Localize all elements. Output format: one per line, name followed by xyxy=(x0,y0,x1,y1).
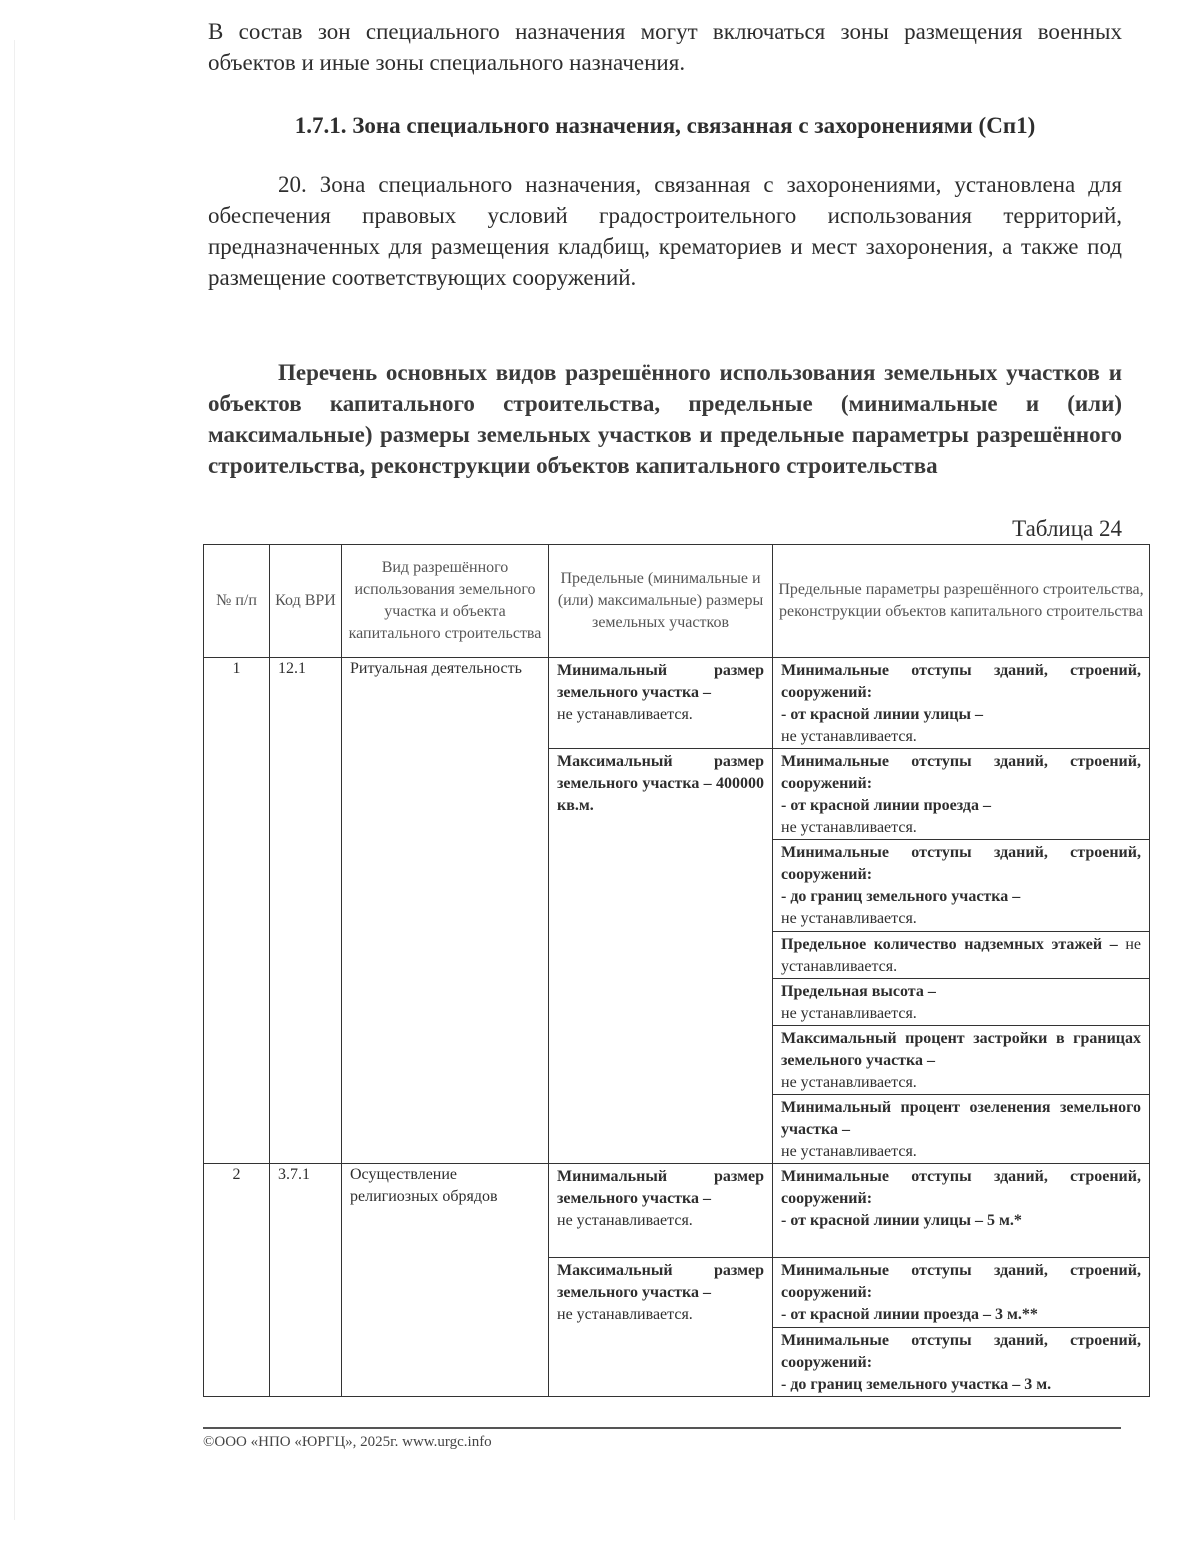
param-value: не устанавливается. xyxy=(781,936,1142,975)
param-cell xyxy=(773,1164,1150,1258)
size-min-value: не устанавливается. xyxy=(557,1212,693,1229)
param-cell xyxy=(773,1258,1150,1328)
regulations-table xyxy=(203,544,1150,1397)
param-cell xyxy=(773,1026,1150,1095)
param-label: Предельная высота – xyxy=(781,983,936,1000)
row-number: 2 xyxy=(204,1164,270,1397)
footer-copyright: ©ООО «НПО «ЮРГЦ», 2025г. www.urgc.info xyxy=(203,1434,492,1450)
header-num: № п/п xyxy=(204,545,270,658)
size-min-label: Минимальный размер земельного участка – xyxy=(557,662,764,701)
param-value: не устанавливается. xyxy=(781,1074,917,1091)
intro-paragraph: В состав зон специального назначения могут включаться зоны размещения военных объектов и иные зоны специального назначения. xyxy=(208,19,1122,75)
param-value: не устанавливается. xyxy=(781,910,917,927)
list-title: Перечень основных видов разрешённого использования земельных участков и объектов капитального строительства, предельные (минимальные и (или) максимальные) размеры земельных участков и предельные параметры разрешённого строительства, реконструкции объектов капитального строительства xyxy=(208,360,1122,478)
header-kind: Вид разрешённого использования земельного участка и объекта капитального строительства xyxy=(342,545,549,658)
param-value: не устанавливается. xyxy=(781,728,917,745)
size-max-cell xyxy=(549,1258,773,1397)
param-label: Предельное количество надземных этажей – xyxy=(781,936,1118,953)
table-header-row xyxy=(204,545,1150,658)
param-line: - до границ земельного участка – xyxy=(781,888,1021,905)
param-label: Минимальные отступы зданий, строений, сооружений: xyxy=(781,662,1141,701)
param-cell xyxy=(773,658,1150,749)
size-max-label: Максимальный размер земельного участка – 400000 кв.м. xyxy=(557,753,764,814)
binding-mark xyxy=(14,40,15,1520)
param-value: не устанавливается. xyxy=(781,1143,917,1160)
param-label: Минимальный процент озеленения земельного участка – xyxy=(781,1099,1141,1138)
row-kind: Осуществление религиозных обрядов xyxy=(342,1164,549,1397)
table-label: Таблица 24 xyxy=(1012,516,1122,541)
table-row xyxy=(204,1164,1150,1258)
param-line: - от красной линии проезда – xyxy=(781,797,991,814)
param-value: не устанавливается. xyxy=(781,1005,917,1022)
param-label: Минимальные отступы зданий, строений, сооружений: xyxy=(781,1332,1141,1371)
header-params: Предельные параметры разрешённого строительства, реконструкции объектов капитального строительства xyxy=(773,545,1150,658)
param-cell xyxy=(773,840,1150,932)
param-label: Минимальные отступы зданий, строений, сооружений: xyxy=(781,1168,1141,1207)
size-max-value: не устанавливается. xyxy=(557,1306,693,1323)
section-heading: 1.7.1. Зона специального назначения, связанная с захоронениями (Сп1) xyxy=(294,113,1036,138)
row-code: 3.7.1 xyxy=(270,1164,342,1397)
table-row xyxy=(204,658,1150,749)
size-min-cell xyxy=(549,658,773,749)
size-max-cell xyxy=(549,749,773,1164)
size-min-value: не устанавливается. xyxy=(557,706,693,723)
size-min-cell xyxy=(549,1164,773,1258)
param-cell xyxy=(773,1328,1150,1397)
size-max-label: Максимальный размер земельного участка – xyxy=(557,1262,764,1301)
param-label: Минимальные отступы зданий, строений, сооружений: xyxy=(781,844,1141,883)
row-kind: Ритуальная деятельность xyxy=(342,658,549,1164)
param-cell xyxy=(773,749,1150,840)
param-value: не устанавливается. xyxy=(781,819,917,836)
param-line: - от красной линии улицы – 5 м.* xyxy=(781,1212,1022,1229)
size-min-label: Минимальный размер земельного участка – xyxy=(557,1168,764,1207)
footer-divider xyxy=(203,1427,1121,1429)
param-label: Минимальные отступы зданий, строений, сооружений: xyxy=(781,1262,1141,1301)
header-sizes: Предельные (минимальные и (или) максимальные) размеры земельных участков xyxy=(549,545,773,658)
param-line: - от красной линии улицы – xyxy=(781,706,983,723)
row-code: 12.1 xyxy=(270,658,342,1164)
param-line: - от красной линии проезда – 3 м.** xyxy=(781,1306,1038,1323)
header-code: Код ВРИ xyxy=(270,545,342,658)
param-line: - до границ земельного участка – 3 м. xyxy=(781,1376,1052,1393)
param-cell xyxy=(773,1095,1150,1164)
row-number: 1 xyxy=(204,658,270,1164)
param-label: Минимальные отступы зданий, строений, сооружений: xyxy=(781,753,1141,792)
param-cell xyxy=(773,979,1150,1026)
section-paragraph: 20. Зона специального назначения, связанная с захоронениями, установлена для обеспечения правовых условий градостроительного использования территорий, предназначенных для размещения кладбищ, крематориев и мест захоронения, а также под размещение соответствующих сооружений. xyxy=(208,172,1122,290)
param-cell xyxy=(773,932,1150,979)
param-label: Максимальный процент застройки в границах земельного участка – xyxy=(781,1030,1141,1069)
